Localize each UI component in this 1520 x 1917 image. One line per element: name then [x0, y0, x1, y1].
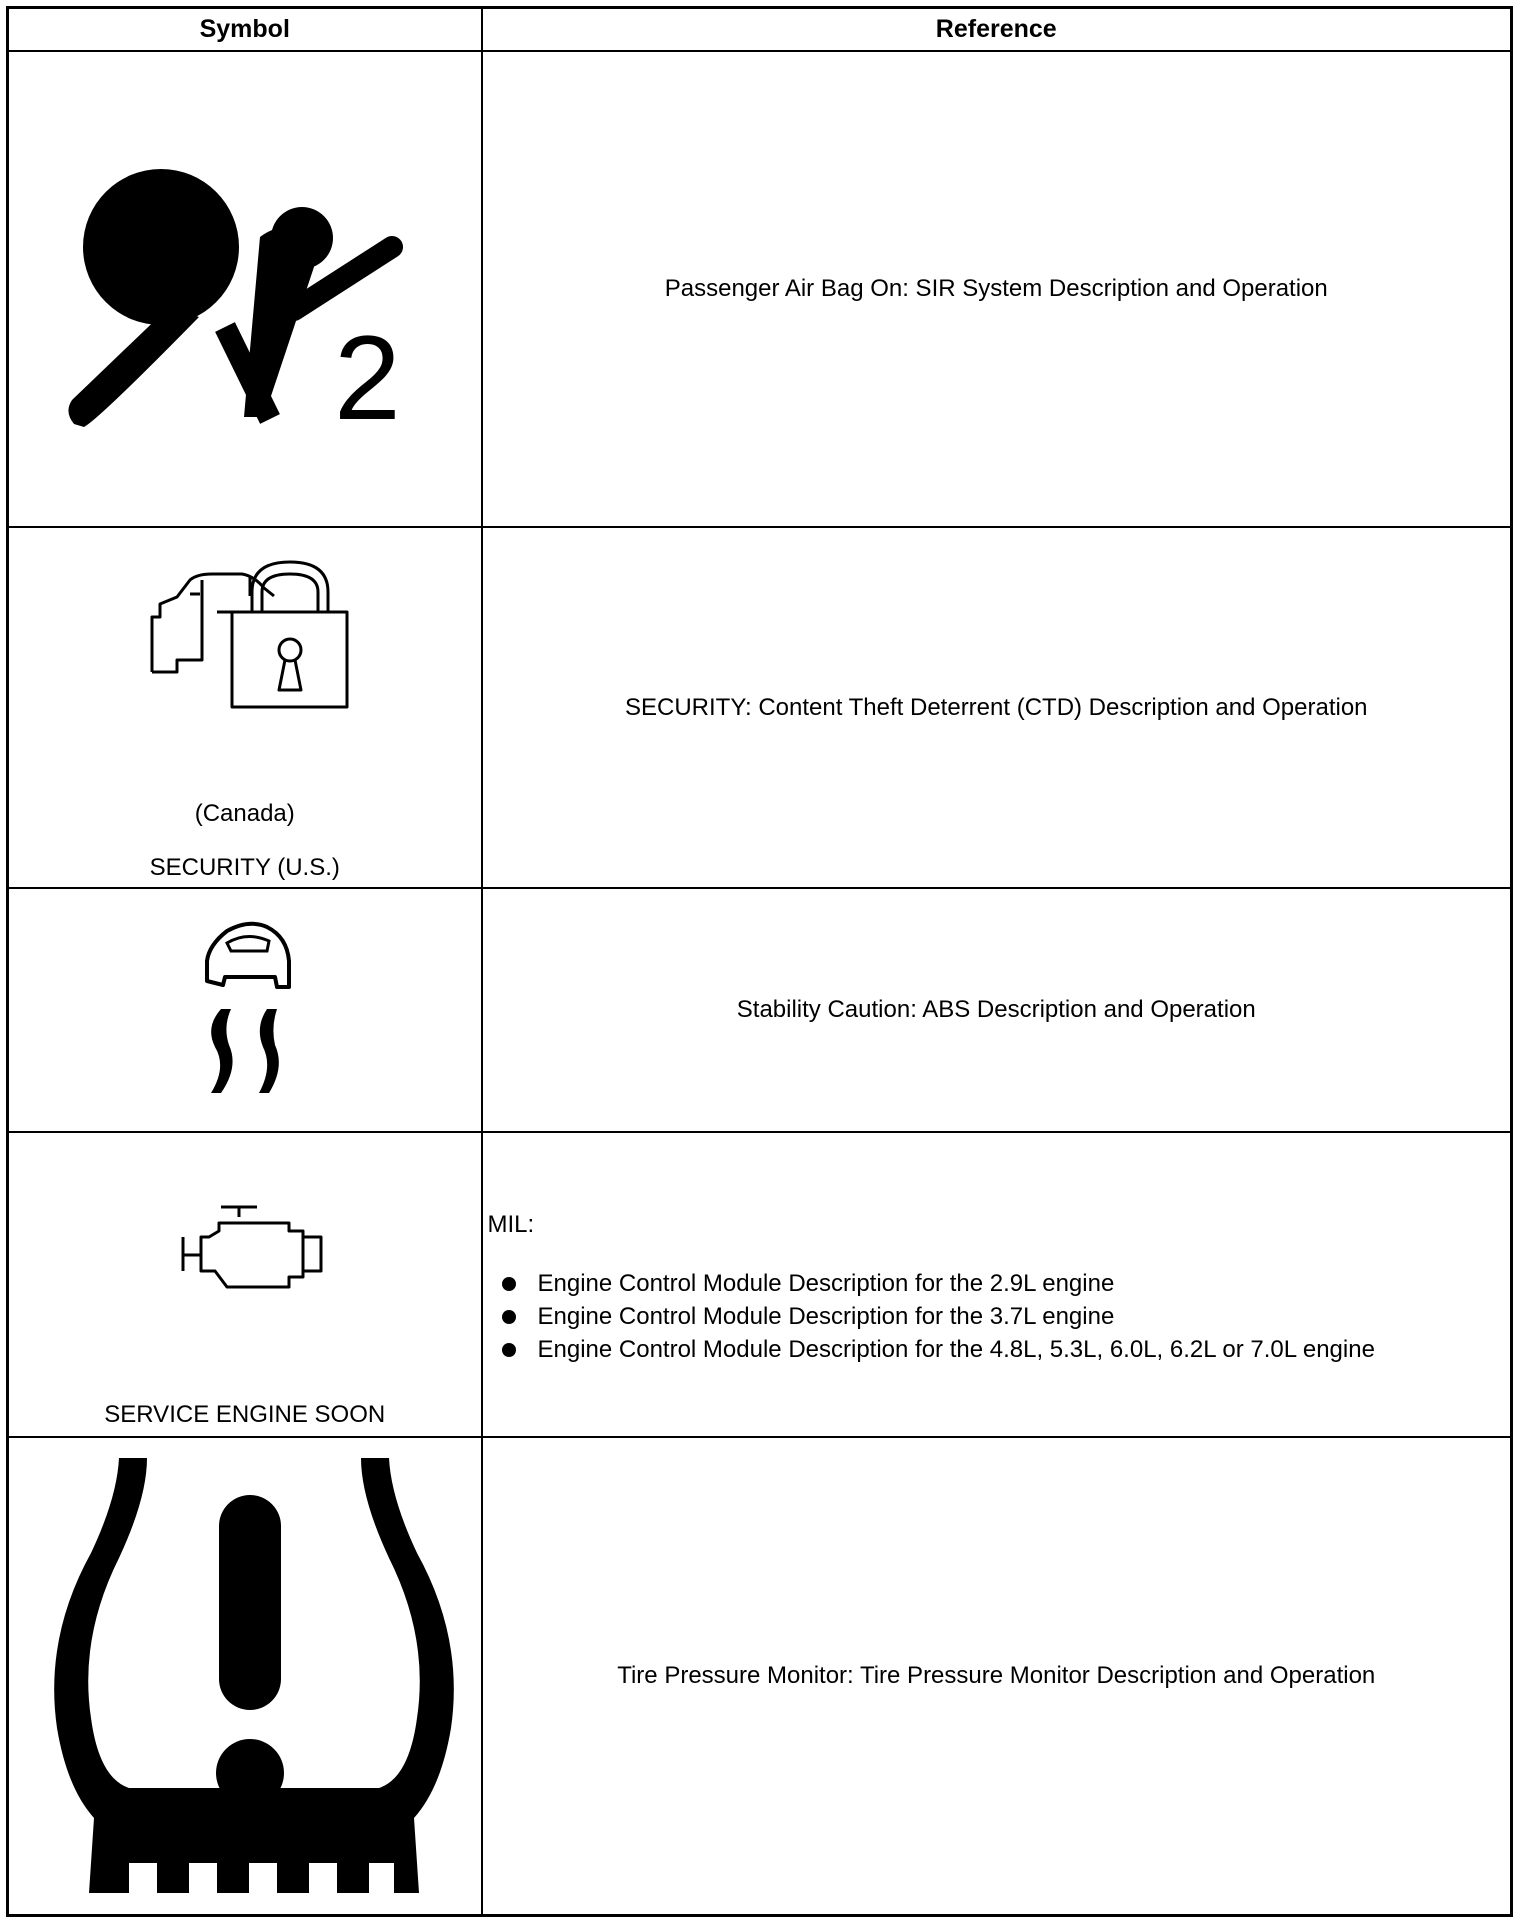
reference-cell: SECURITY: Content Theft Deterrent (CTD) Description and Operation	[482, 527, 1512, 888]
symbol-cell	[8, 51, 482, 527]
list-item-text: Engine Control Module Description for the 2.9L engine	[537, 1270, 1115, 1297]
bullet-icon	[502, 1310, 516, 1324]
symbol-cell	[8, 1437, 482, 1915]
passenger-airbag-icon	[64, 127, 424, 427]
mil-reference-list	[483, 1267, 1511, 1366]
airbag-badge-number: 2	[334, 311, 401, 427]
table-row	[8, 51, 1512, 527]
reference-column-header: Reference	[482, 8, 1512, 52]
table-header-row	[8, 8, 1512, 52]
reference-cell: Stability Caution: ABS Description and Operation	[482, 888, 1512, 1132]
stability-skid-icon	[197, 917, 297, 1097]
security-lock-icon	[142, 552, 352, 712]
symbol-reference-table	[6, 6, 1513, 1917]
table-row	[8, 1437, 1512, 1915]
bullet-icon	[502, 1277, 516, 1291]
list-item	[498, 1267, 1511, 1300]
tire-pressure-icon	[39, 1458, 459, 1898]
reference-cell: Tire Pressure Monitor: Tire Pressure Monitor Description and Operation	[482, 1437, 1512, 1915]
table-row	[8, 1132, 1512, 1437]
table-row	[8, 888, 1512, 1132]
symbol-cell	[8, 527, 482, 888]
mil-heading: MIL:	[487, 1211, 535, 1238]
symbol-cell	[8, 1132, 482, 1437]
list-item-text: Engine Control Module Description for the 4.8L, 5.3L, 6.0L, 6.2L or 7.0L engine	[537, 1336, 1375, 1363]
caption-service-engine-soon: SERVICE ENGINE SOON	[104, 1401, 386, 1428]
symbol-column-header: Symbol	[8, 8, 482, 52]
engine-icon	[179, 1203, 329, 1303]
list-item-text: Engine Control Module Description for the 3.7L engine	[537, 1303, 1115, 1330]
caption-security-us: SECURITY (U.S.)	[149, 854, 340, 881]
reference-cell	[482, 1132, 1512, 1437]
reference-cell: Passenger Air Bag On: SIR System Description and Operation	[482, 51, 1512, 527]
list-item	[498, 1333, 1511, 1366]
caption-canada: (Canada)	[194, 800, 295, 827]
bullet-icon	[502, 1343, 516, 1357]
list-item	[498, 1300, 1511, 1333]
symbol-cell	[8, 888, 482, 1132]
table-row	[8, 527, 1512, 888]
